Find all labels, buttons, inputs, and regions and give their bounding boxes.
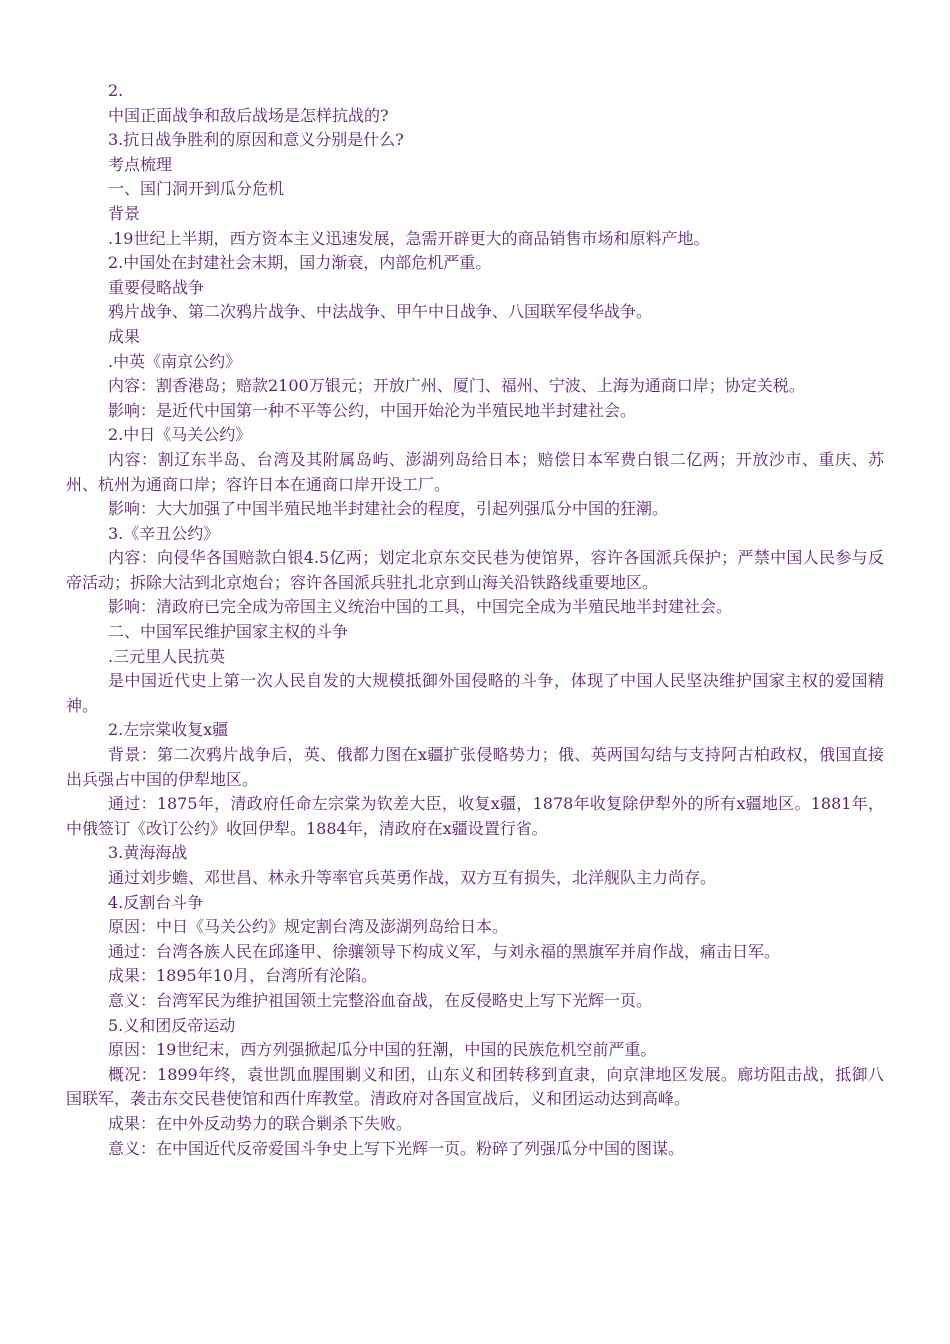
text-line: 影响：清政府已完全成为帝国主义统治中国的工具，中国完全成为半殖民地半封建社会。 [108,597,733,617]
text-line: 2.中国处在封建社会末期，国力渐衰，内部危机严重。 [108,253,492,273]
text-line: 影响：大大加强了中国半殖民地半封建社会的程度，引起列强瓜分中国的狂潮。 [108,499,669,519]
text-line: 考点梳理 [108,154,173,174]
text-line: 中国正面战争和敌后战场是怎样抗战的? [108,105,389,125]
text-line: 一、国门洞开到瓜分危机 [108,179,285,199]
text-line: 3.抗日战争胜利的原因和意义分别是什么? [108,130,404,150]
text-line: 影响：是近代中国第一种不平等公约，中国开始沦为半殖民地半封建社会。 [108,400,637,420]
text-line: 5.义和团反帝运动 [108,1015,236,1035]
text-line: .三元里人民抗英 [108,646,226,666]
text-line: 是中国近代史上第一次人民自发的大规模抵御外国侵略的斗争，体现了中国人民坚决维护国家主权的爱国精神。 [66,671,884,715]
text-line: 内容：割香港岛；赔款2100万银元；开放广州、厦门、福州、宁波、上海为通商口岸；协定关税。 [108,376,805,396]
document-page [66,79,884,1161]
text-line: 背景 [108,203,141,223]
text-line: 成果：在中外反动势力的联合剿杀下失败。 [108,1113,413,1133]
text-line: 3.黄海海战 [108,843,188,863]
text-line: .19世纪上半期，西方资本主义迅速发展，急需开辟更大的商品销售市场和原料产地。 [108,228,710,248]
text-line: 成果：1895年10月，台湾所有沦陷。 [108,966,378,986]
text-line: 背景：第二次鸦片战争后，英、俄都力图在x疆扩张侵略势力；俄、英两国勾结与支持阿古柏政权，俄国直接出兵强占中国的伊犁地区。 [66,745,884,789]
text-line: 意义：台湾军民为维护祖国领土完整浴血奋战，在反侵略史上写下光辉一页。 [108,990,653,1010]
text-line: 通过：1875年，清政府任命左宗棠为钦差大臣，收复x疆，1878年收复除伊犁外的所有x疆地区。1881年，中俄签订《改订公约》收回伊犁。1884年，清政府在x疆设置行省。 [66,794,884,838]
text-line: 成果 [108,326,141,346]
text-line: 2. [108,81,124,100]
text-line: 概况：1899年终，袁世凯血腥围剿义和团，山东义和团转移到直隶，向京津地区发展。廊坊阻击战，抵御八国联军，袭击东交民巷使馆和西什库教堂。清政府对各国宣战后，义和团运动达到高峰。 [66,1064,884,1109]
text-line: 通过：台湾各族人民在邱逢甲、徐骧领导下构成义军，与刘永福的黑旗军并肩作战，痛击日军。 [108,941,781,961]
text-line: 内容：割辽东半岛、台湾及其附属岛屿、澎湖列岛给日本；赔偿日本军费白银二亿两；开放沙市、重庆、苏州、杭州为通商口岸；容许日本在通商口岸开设工厂。 [66,449,884,494]
text-line: 2.中日《马关公约》 [108,425,252,445]
text-line: 原因：中日《马关公约》规定割台湾及澎湖列岛给日本。 [108,917,509,937]
text-line: 二、中国军民维护国家主权的斗争 [108,622,349,642]
text-line: 原因：19世纪末，西方列强掀起瓜分中国的狂潮，中国的民族危机空前严重。 [108,1040,657,1060]
text-line: 内容：向侵华各国赔款白银4.5亿两；划定北京东交民巷为使馆界，容许各国派兵保护；严禁中国人民参与反帝活动；拆除大沽到北京炮台；容许各国派兵驻扎北京到山海关沿铁路线重要地区。 [66,548,884,592]
text-line: 重要侵略战争 [108,277,205,297]
text-line: 4.反割台斗争 [108,892,204,912]
text-line: 意义：在中国近代反帝爱国斗争史上写下光辉一页。粉碎了列强瓜分中国的图谋。 [108,1138,685,1158]
text-line: .中英《南京公约》 [108,351,242,371]
text-line: 通过刘步蟾、邓世昌、林永升等率官兵英勇作战，双方互有损失，北洋舰队主力尚存。 [108,868,717,887]
text-line: 3.《辛丑公约》 [108,523,220,543]
text-line: 2.左宗棠收复x疆 [108,720,229,740]
text-line: 鸦片战争、第二次鸦片战争、中法战争、甲午中日战争、八国联军侵华战争。 [108,302,653,322]
